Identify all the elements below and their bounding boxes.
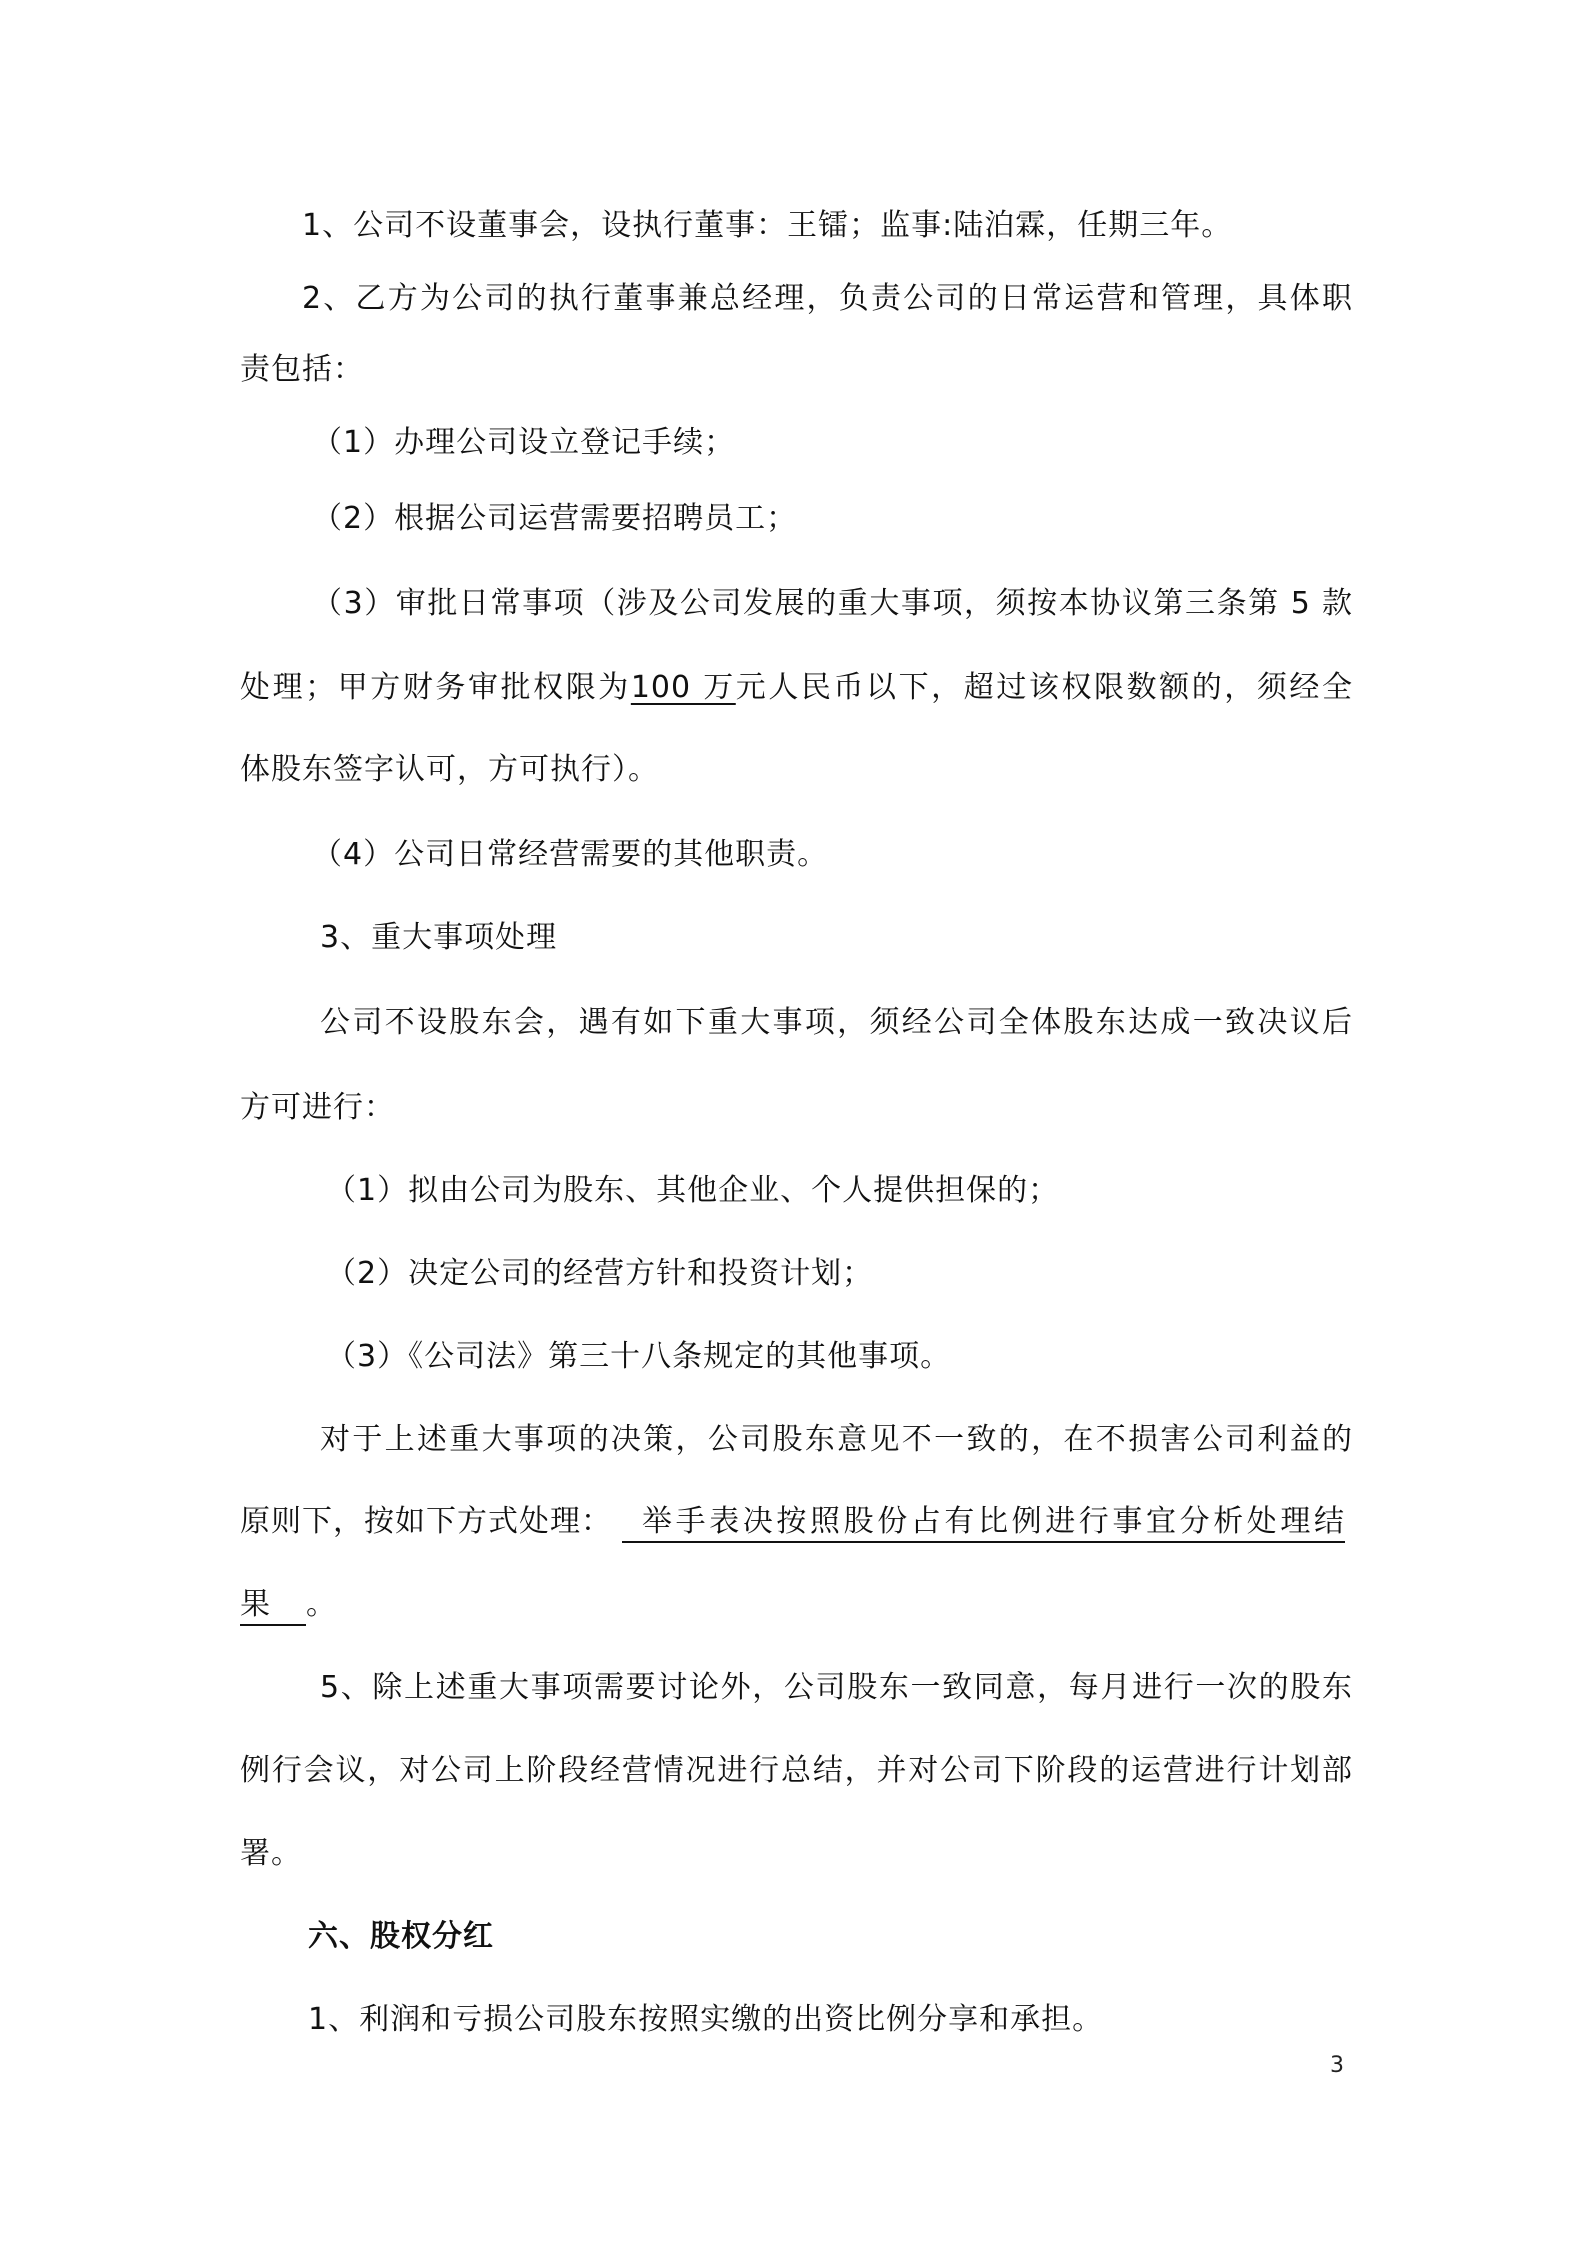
method-prefix: 原则下，按如下方式处理： [240,1504,612,1539]
method-fill-in-end: 果 [240,1586,306,1626]
paragraph-line: 方可进行： [240,1090,395,1125]
list-item: （1）拟由公司为股东、其他企业、个人提供担保的； [326,1173,1060,1208]
method-fill-in: 举手表决按照股份占有比例进行事宜分析处理结 [622,1503,1345,1543]
paragraph-line [240,668,1353,708]
list-item: （4）公司日常经营需要的其他职责。 [312,837,829,872]
list-item: （1）办理公司设立登记手续； [312,425,736,460]
paragraph-line: 署。 [240,1836,302,1871]
approval-limit-amount: 100 万 [630,670,736,705]
paragraph-line: 公司不设股东会，遇有如下重大事项，须经公司全体股东达成一致决议后 [320,1005,1353,1040]
approval-limit-prefix: 处理；甲方财务审批权限为 [240,670,631,705]
paragraph-line: 5、除上述重大事项需要讨论外，公司股东一致同意，每月进行一次的股东 [320,1670,1353,1705]
list-item: （2）决定公司的经营方针和投资计划； [326,1256,874,1291]
list-item: （2）根据公司运营需要招聘员工； [312,501,798,536]
sentence-end: 。 [306,1587,337,1622]
section-heading: 3、重大事项处理 [320,920,558,955]
list-item: （3）审批日常事项（涉及公司发展的重大事项，须按本协议第三条第 5 款 [312,586,1353,621]
section-heading: 六、股权分红 [308,1919,494,1954]
paragraph-line: 对于上述重大事项的决策，公司股东意见不一致的，在不损害公司利益的 [320,1422,1353,1457]
paragraph-line: 1、公司不设董事会，设执行董事：王镭；监事:陆泊霖，任期三年。 [302,208,1233,243]
paragraph-line: 1、利润和亏损公司股东按照实缴的出资比例分享和承担。 [308,2002,1104,2037]
paragraph-line: 体股东签字认可，方可执行）。 [240,752,659,787]
list-item: （3）《公司法》第三十八条规定的其他事项。 [326,1339,952,1374]
paragraph-line: 2、乙方为公司的执行董事兼总经理，负责公司的日常运营和管理，具体职 [302,281,1353,316]
approval-limit-suffix: 元人民币以下，超过该权限数额的，须经全 [735,670,1354,705]
paragraph-line: 责包括： [240,352,364,387]
paragraph-line: 例行会议，对公司上阶段经营情况进行总结，并对公司下阶段的运营进行计划部 [240,1753,1353,1788]
paragraph-line [240,1502,1345,1543]
page-number: 3 [1330,2053,1344,2078]
paragraph-line [240,1585,337,1626]
